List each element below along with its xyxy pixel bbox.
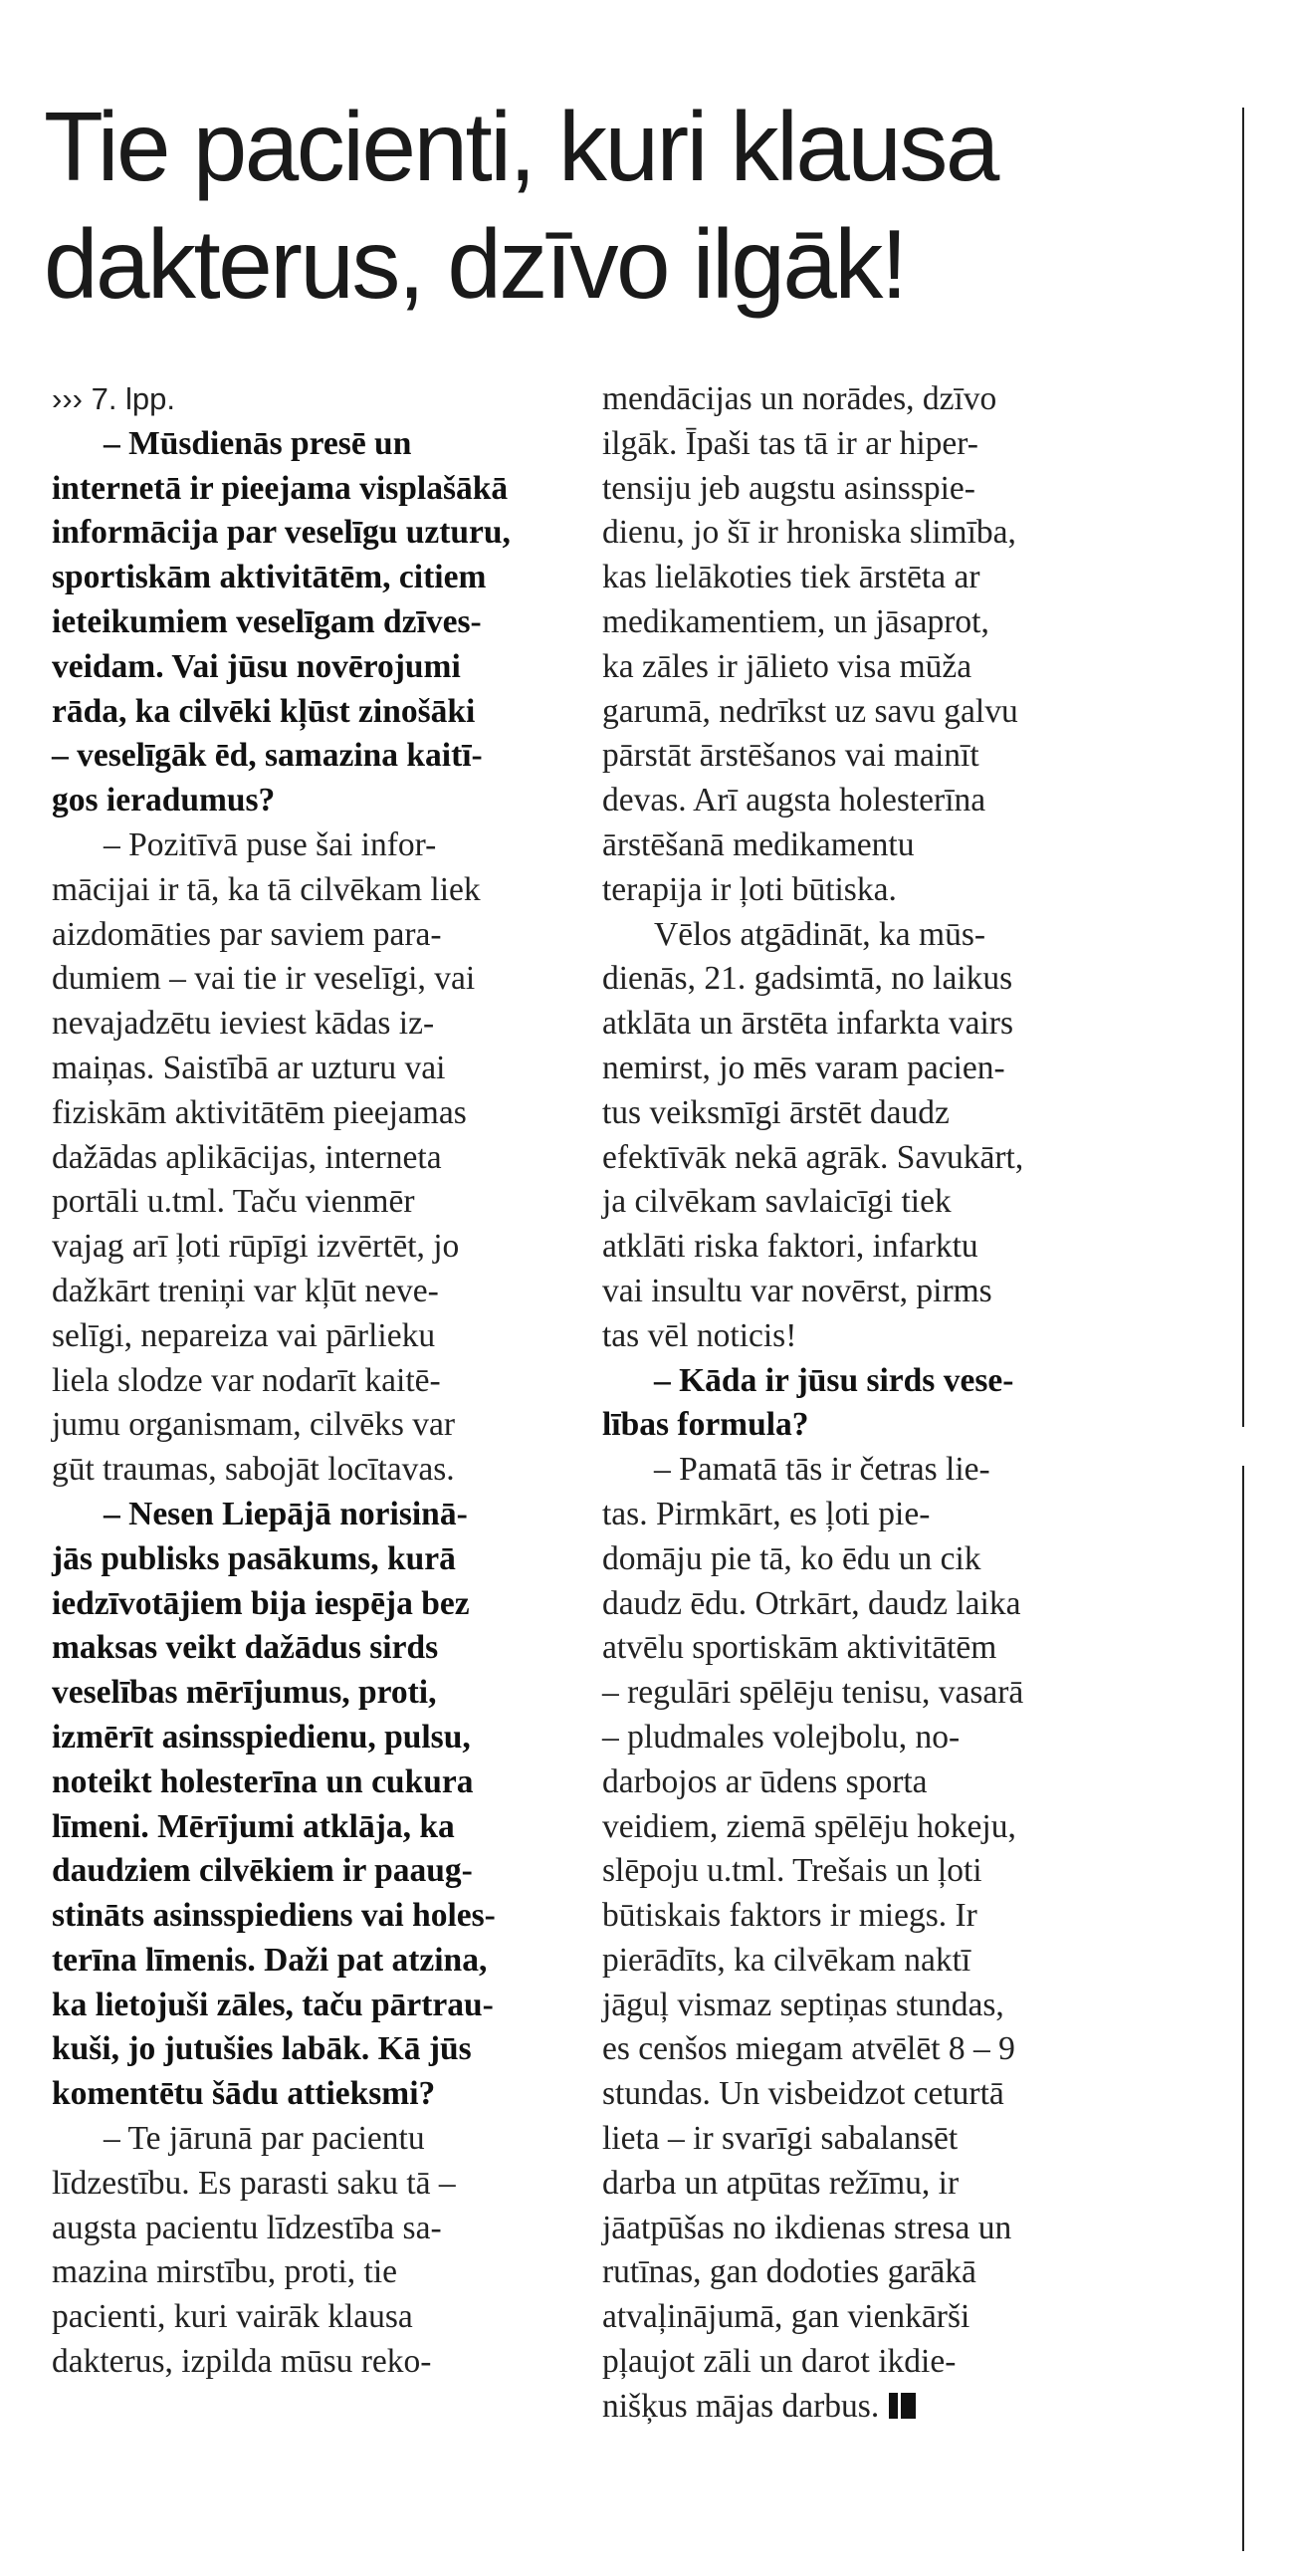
text-line: darba un atpūtas režīmu, ir xyxy=(602,2164,960,2202)
text-line: internetā ir pieejama visplašākā xyxy=(52,469,509,507)
text-line: jāatpūšas no ikdienas stresa un xyxy=(602,2209,1012,2246)
text-line: nevajadzētu ieviest kādas iz- xyxy=(52,1005,435,1043)
text-line: lieta – ir svarīgi sabalansēt xyxy=(602,2120,959,2158)
text-line: vai insultu var novērst, pirms xyxy=(602,1272,992,1309)
text-line: tus veiksmīgi ārstēt daudz xyxy=(602,1093,950,1131)
text-line: pārstāt ārstēšanos vai mainīt xyxy=(602,737,979,775)
text-line: terīna līmenis. Daži pat atzina, xyxy=(52,1941,488,1979)
text-line: atklāta un ārstēta infarkta vairs xyxy=(602,1005,1013,1043)
text-line: veidam. Vai jūsu novērojumi xyxy=(52,647,461,685)
text-line: dažkārt treniņi var kļūt neve- xyxy=(52,1272,439,1309)
text-line: augsta pacientu līdzestība sa- xyxy=(52,2209,442,2246)
text-line: vajag arī ļoti rūpīgi izvērtēt, jo xyxy=(52,1228,460,1266)
text-line: ka zāles ir jālieto visa mūža xyxy=(602,647,972,685)
column-rule xyxy=(1242,108,1244,1427)
text-line: atvēlu sportiskām aktivitātēm xyxy=(602,1629,997,1667)
left-column xyxy=(52,377,579,2385)
page-reference: ››› 7. lpp. xyxy=(52,381,176,416)
text-line: mācijai ir tā, ka tā cilvēkam liek xyxy=(52,870,481,908)
text-line: līmeni. Mērījumi atklāja, ka xyxy=(52,1807,455,1845)
text-line: komentētu šādu attieksmi? xyxy=(52,2075,436,2113)
text-line: dakterus, izpilda mūsu reko- xyxy=(52,2343,432,2381)
text-line: noteikt holesterīna un cukura xyxy=(52,1762,474,1800)
text-line: dumiem – vai tie ir veselīgi, vai xyxy=(52,960,476,998)
text-line: – Mūsdienās presē un xyxy=(104,424,412,462)
headline-line: Tie pacienti, kuri klausa xyxy=(44,92,997,201)
text-line: devas. Arī augsta holesterīna xyxy=(602,782,986,820)
text-line: sportiskām aktivitātēm, citiem xyxy=(52,559,487,596)
text-line: – veselīgāk ēd, samazina kaitī- xyxy=(52,737,483,775)
text-line: aizdomāties par saviem para- xyxy=(52,915,442,953)
text-line: maksas veikt dažādus sirds xyxy=(52,1629,439,1667)
text-line: dažādas aplikācijas, interneta xyxy=(52,1138,442,1176)
article-headline xyxy=(44,88,1188,323)
text-line: nišķus mājas darbus. xyxy=(602,2385,1170,2430)
text-line: garumā, nedrīkst uz savu galvu xyxy=(602,692,1018,730)
text-line: dienu, jo šī ir hroniska slimība, xyxy=(602,514,1016,552)
text-line: veselības mērījumus, proti, xyxy=(52,1674,437,1712)
text-line: jumu organismam, cilvēks var xyxy=(52,1406,456,1444)
text-line: stundas. Un visbeidzot ceturtā xyxy=(602,2075,1004,2113)
text-line: daudz ēdu. Otrkārt, daudz laika xyxy=(602,1584,1021,1622)
text-line: atklāti riska faktori, infarktu xyxy=(602,1228,978,1266)
text-line: – pludmales volejbolu, no- xyxy=(602,1718,961,1756)
text-line: tas. Pirmkārt, es ļoti pie- xyxy=(602,1495,931,1532)
text-line: izmērīt asinsspiedienu, pulsu, xyxy=(52,1718,471,1756)
text-line: pļaujot zāli un darot ikdie- xyxy=(602,2343,957,2381)
text-line: rutīnas, gan dodoties garākā xyxy=(602,2253,976,2291)
right-column-text xyxy=(602,377,1170,2430)
column-rule xyxy=(1242,1466,1244,2551)
text-line: fiziskām aktivitātēm pieejamas xyxy=(52,1093,467,1131)
text-line: informācija par veselīgu uzturu, xyxy=(52,514,511,552)
text-line: terapija ir ļoti būtiska. xyxy=(602,870,897,908)
text-line: būtiskais faktors ir miegs. Ir xyxy=(602,1897,977,1935)
text-line: pacienti, kuri vairāk klausa xyxy=(52,2298,413,2336)
text-line: es cenšos miegam atvēlēt 8 – 9 xyxy=(602,2030,1015,2068)
text-line: efektīvāk nekā agrāk. Savukārt, xyxy=(602,1138,1024,1176)
text-line: stināts asinsspiediens vai holes- xyxy=(52,1897,496,1935)
text-line: jāguļ vismaz septiņas stundas, xyxy=(602,1986,1004,2023)
text-line: – regulāri spēlēju tenisu, vasarā xyxy=(602,1674,1024,1712)
text-line: darbojos ar ūdens sporta xyxy=(602,1762,928,1800)
text-line: – Kāda ir jūsu sirds vese- xyxy=(654,1361,1014,1399)
text-line: tas vēl noticis! xyxy=(602,1316,797,1354)
text-line: ilgāk. Īpaši tas tā ir ar hiper- xyxy=(602,424,978,462)
text-line: – Nesen Liepājā norisinā- xyxy=(104,1495,468,1532)
text-line: lības formula? xyxy=(602,1406,809,1444)
text-line: liela slodze var nodarīt kaitē- xyxy=(52,1361,441,1399)
text-line: iedzīvotājiem bija iespēja bez xyxy=(52,1584,470,1622)
text-line: mazina mirstību, proti, tie xyxy=(52,2253,398,2291)
text-line: ārstēšanā medikamentu xyxy=(602,825,915,863)
text-line: mendācijas un norādes, dzīvo xyxy=(602,380,997,417)
headline-line: dakterus, dzīvo ilgāk! xyxy=(44,209,906,319)
left-column-text xyxy=(52,422,579,2385)
text-line: – Pozitīvā puse šai infor- xyxy=(104,825,437,863)
text-line: domāju pie tā, ko ēdu un cik xyxy=(602,1539,981,1577)
text-line: veidiem, ziemā spēlēju hokeju, xyxy=(602,1807,1016,1845)
end-mark-icon xyxy=(889,2387,916,2432)
text-line: gos ieradumus? xyxy=(52,782,276,820)
text-line: kuši, jo jutušies labāk. Kā jūs xyxy=(52,2030,472,2068)
text-line: gūt traumas, sabojāt locītavas. xyxy=(52,1451,455,1489)
text-line: daudziem cilvēkiem ir paaug- xyxy=(52,1852,473,1890)
text-line: ja cilvēkam savlaicīgi tiek xyxy=(602,1183,952,1221)
text-line: nemirst, jo mēs varam pacien- xyxy=(602,1049,1005,1086)
text-line: Vēlos atgādināt, ka mūs- xyxy=(654,915,986,953)
text-line: rāda, ka cilvēki kļūst zinošāki xyxy=(52,692,476,730)
text-line: slēpoju u.tml. Trešais un ļoti xyxy=(602,1852,982,1890)
text-line: ieteikumiem veselīgam dzīves- xyxy=(52,602,482,640)
text-line: jās publisks pasākums, kurā xyxy=(52,1539,456,1577)
text-line: medikamentiem, un jāsaprot, xyxy=(602,602,989,640)
text-line: – Pamatā tās ir četras lie- xyxy=(654,1451,990,1489)
text-line: atvaļinājumā, gan vienkārši xyxy=(602,2298,970,2336)
text-line: – Te jārunā par pacientu xyxy=(104,2120,425,2158)
text-line: tensiju jeb augstu asinsspie- xyxy=(602,469,975,507)
text-line: portāli u.tml. Taču vienmēr xyxy=(52,1183,415,1221)
text-line: ka lietojuši zāles, taču pārtrau- xyxy=(52,1986,494,2023)
text-line: selīgi, nepareiza vai pārlieku xyxy=(52,1316,436,1354)
text-line: dienās, 21. gadsimtā, no laikus xyxy=(602,960,1013,998)
right-column xyxy=(602,377,1170,2430)
text-line: pierādīts, ka cilvēkam naktī xyxy=(602,1941,971,1979)
text-line: līdzestību. Es parasti saku tā – xyxy=(52,2164,456,2202)
text-line: kas lielākoties tiek ārstēta ar xyxy=(602,559,980,596)
text-line: maiņas. Saistībā ar uzturu vai xyxy=(52,1049,446,1086)
